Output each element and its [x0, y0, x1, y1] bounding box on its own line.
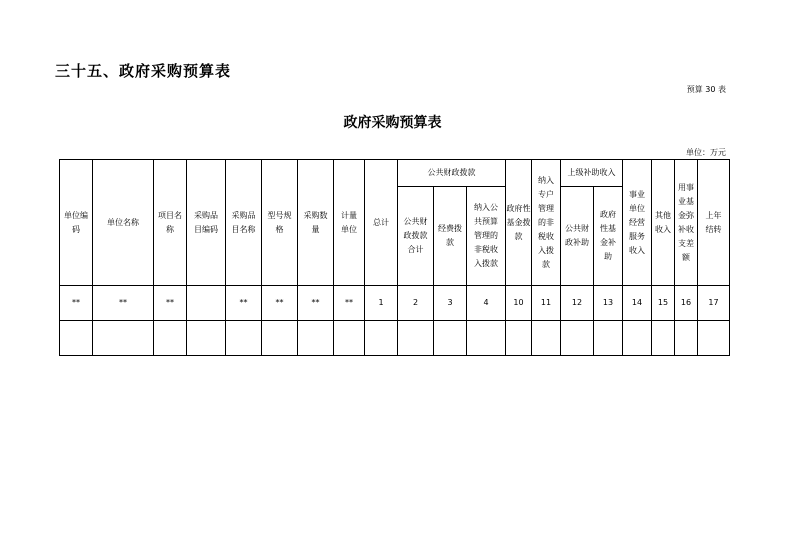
table-cell [154, 321, 187, 356]
table-cell [187, 321, 226, 356]
header-project-name: 项目名称 [154, 160, 187, 286]
table-cell [623, 321, 652, 356]
table-cell [60, 321, 93, 356]
table-cell: ** [60, 286, 93, 321]
header-superior-subsidy-group: 上级补助收入 [561, 160, 623, 187]
header-row-top [60, 160, 730, 187]
header-measure-unit: 计量单位 [334, 160, 365, 286]
table-cell: 2 [398, 286, 434, 321]
table-cell: 11 [532, 286, 561, 321]
table-cell: 15 [652, 286, 675, 321]
table-cell [93, 321, 154, 356]
table-cell: ** [334, 286, 365, 321]
table-cell: 12 [561, 286, 594, 321]
header-public-finance-group: 公共财政拨款 [398, 160, 506, 187]
unit-label: 单位：万元 [686, 148, 726, 157]
table-cell [262, 321, 298, 356]
table-cell: 17 [698, 286, 730, 321]
header-unit-code: 单位编码 [60, 160, 93, 286]
table-cell [187, 286, 226, 321]
table-cell: 10 [506, 286, 532, 321]
table-row-index [60, 286, 730, 321]
table-cell: ** [93, 286, 154, 321]
table-cell: 3 [434, 286, 467, 321]
table-cell: ** [262, 286, 298, 321]
header-item-name: 采购品目名称 [226, 160, 262, 286]
table-cell [506, 321, 532, 356]
header-operating-funds: 经费拨款 [434, 187, 467, 286]
table-cell: ** [298, 286, 334, 321]
section-title: 三十五、政府采购预算表 [55, 62, 232, 80]
table-cell: 13 [594, 286, 623, 321]
header-non-tax-special: 纳入专户管理的非税收入拨款 [532, 160, 561, 286]
table-cell: 1 [365, 286, 398, 321]
table-cell [467, 321, 506, 356]
table-cell: 4 [467, 286, 506, 321]
table-cell [398, 321, 434, 356]
table-cell: ** [154, 286, 187, 321]
table-cell [434, 321, 467, 356]
header-gov-fund-subsidy: 政府性基金补助 [594, 187, 623, 286]
table-cell: ** [226, 286, 262, 321]
table-cell [226, 321, 262, 356]
table-title: 政府采购预算表 [343, 115, 442, 131]
header-fund-balance: 用事业基金弥补收支差额 [675, 160, 698, 286]
header-quantity: 采购数量 [298, 160, 334, 286]
table-cell [675, 321, 698, 356]
header-model-spec: 型号规格 [262, 160, 298, 286]
header-non-tax-budget: 纳入公共预算管理的非税收入拨款 [467, 187, 506, 286]
table-cell [334, 321, 365, 356]
table-cell [561, 321, 594, 356]
table-cell [365, 321, 398, 356]
table-cell: 14 [623, 286, 652, 321]
table-number: 预算 30 表 [686, 85, 726, 94]
table-row-blank [60, 321, 730, 356]
table-cell [652, 321, 675, 356]
header-prior-year-carryover: 上年结转 [698, 160, 730, 286]
table-cell: 16 [675, 286, 698, 321]
header-public-finance-total: 公共财政拨款合计 [398, 187, 434, 286]
table-cell [698, 321, 730, 356]
budget-table [59, 159, 730, 356]
header-business-income: 事业单位经营服务收入 [623, 160, 652, 286]
table-cell [532, 321, 561, 356]
header-gov-fund: 政府性基金拨款 [506, 160, 532, 286]
header-other-income: 其他收入 [652, 160, 675, 286]
table-cell [594, 321, 623, 356]
header-public-finance-subsidy: 公共财政补助 [561, 187, 594, 286]
header-unit-name: 单位名称 [93, 160, 154, 286]
header-item-code: 采购品目编码 [187, 160, 226, 286]
header-total: 总计 [365, 160, 398, 286]
table-cell [298, 321, 334, 356]
